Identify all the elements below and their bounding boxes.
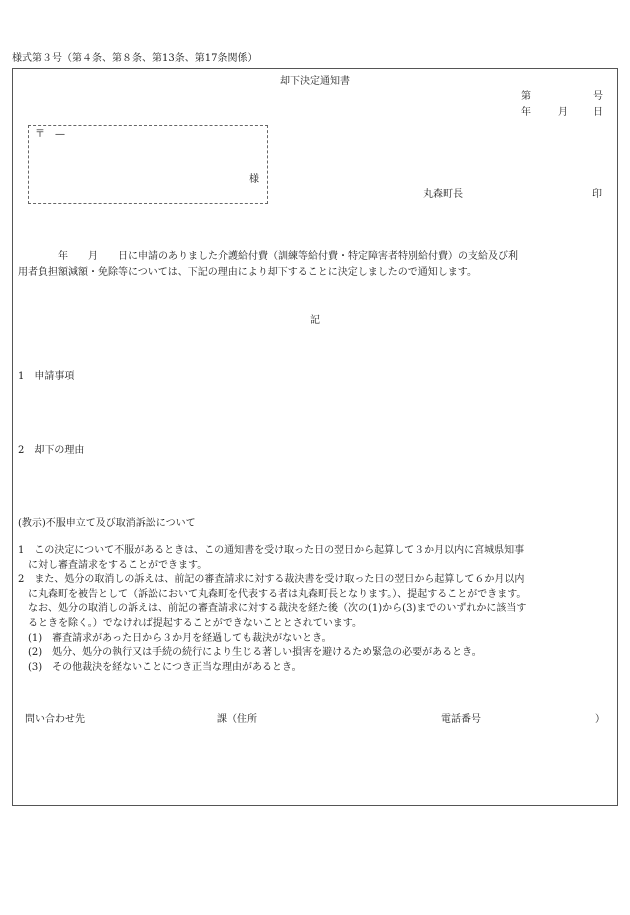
rejection-reason-heading: 2 却下の理由 <box>18 445 85 456</box>
notice-body-line: 年 月 日に申請のありました介護給付費（訓練等給付費・特定障害者特別給付費）の支給及び利 <box>18 251 518 262</box>
recipient-address-box <box>28 125 268 204</box>
application-item-heading: 1 申請事項 <box>18 371 75 382</box>
instruction-title: (教示)不服申立て及び取消訴訟について <box>18 518 196 529</box>
instruction-line: に丸森町を被告として（訴訟において丸森町を代表する者は丸森町長となります。）、提起することができます。 <box>18 588 527 600</box>
ki-heading: 記 <box>310 315 320 326</box>
instruction-text <box>18 544 616 675</box>
contact-section: 課（住所 <box>217 714 257 725</box>
document-title: 却下決定通知書 <box>280 76 350 87</box>
contact-phone-label: 電話番号 <box>441 714 481 725</box>
notice-body-line: 用者負担額減額・免除等については、下記の理由により却下することに決定しましたので通知します。 <box>18 267 477 278</box>
instruction-line: なお、処分の取消しの訴えは、前記の審査請求に対する裁決を経た後（次の(1)から(3)までのいずれかに該当す <box>18 603 527 615</box>
instruction-line: (1) 審査請求があった日から３か月を経過しても裁決がないとき。 <box>18 632 332 644</box>
document-number-prefix: 第 <box>521 91 531 102</box>
document-number-suffix: 号 <box>593 91 603 102</box>
date-month-label: 月 <box>558 107 568 118</box>
contact-close-paren: ） <box>595 714 605 725</box>
instruction-line: るときを除く。）でなければ提起することができないこととされています。 <box>18 617 362 629</box>
instruction-line: に対し審査請求をすることができます。 <box>18 559 208 571</box>
instruction-line: (3) その他裁決を経ないことにつき正当な理由があるとき。 <box>18 661 302 673</box>
recipient-honorific: 様 <box>249 174 259 185</box>
date-day-label: 日 <box>593 107 603 118</box>
instruction-line: (2) 処分、処分の執行又は手続の続行により生じる著しい損害を避けるため緊急の必要があるとき。 <box>18 647 482 659</box>
notice-body <box>18 249 615 281</box>
instruction-line: 2 また、処分の取消しの訴えは、前記の審査請求に対する裁決書を受け取った日の翌日から起算して６か月以内 <box>18 574 525 586</box>
form-label: 様式第３号（第４条、第８条、第13条、第17条関係） <box>12 53 258 64</box>
postal-dash: — <box>55 129 65 140</box>
seal-mark: 印 <box>592 189 602 200</box>
document-frame <box>12 68 618 806</box>
instruction-line: 1 この決定について不服があるときは、この通知書を受け取った日の翌日から起算して３か月以内に宮城県知事 <box>18 545 525 556</box>
contact-label: 問い合わせ先 <box>25 714 85 725</box>
issuer-title: 丸森町長 <box>423 189 463 200</box>
postal-mark: 〒 <box>35 129 45 140</box>
date-year-label: 年 <box>521 107 531 118</box>
